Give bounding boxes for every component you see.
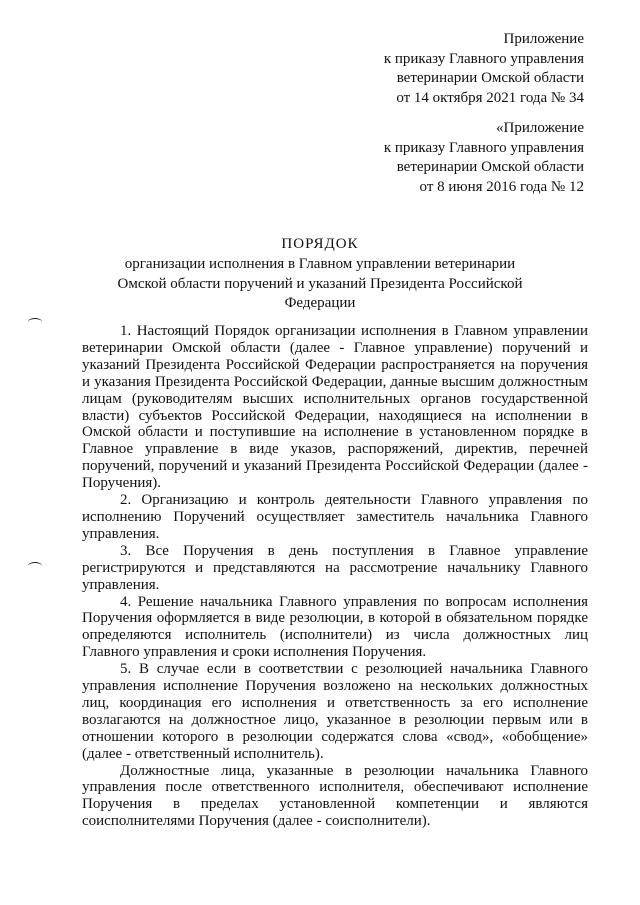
- margin-mark-1: [28, 318, 42, 326]
- appendix-current-block: [384, 30, 584, 108]
- paragraph-1: 1. Настоящий Порядок организации исполнения в Главном управлении ветеринарии Омской области (далее - Главное управление) поручений и указаний Президента Российской Федерации распространяется на поручения и указания Президента Российской Федерации, данные высшим должностным лицам (руководителям высших исполнительных органов государственной власти) субъектов Российской Федерации, находящиеся на исполнении в Омской области и поступившие на исполнение в установленном порядке в Главное управление в виде указов, распоряжений, директив, перечней поручений, поручений и указаний Президента Российской Федерации (далее - Поручения).: [82, 323, 588, 492]
- paragraph-2: 2. Организацию и контроль деятельности Главного управления по исполнению Поручений осуществляет заместитель начальника Главного управления.: [82, 492, 588, 542]
- appendix-previous-line3: ветеринарии Омской области: [396, 159, 584, 175]
- appendix-current-line4: от 14 октября 2021 года № 34: [396, 89, 584, 106]
- document-title: ПОРЯДОК: [281, 236, 359, 252]
- appendix-current-line1: Приложение: [503, 31, 584, 47]
- paragraph-4: 4. Решение начальника Главного управления по вопросам исполнения Поручения оформляется в виде резолюции, в которой в обязательном порядке определяются исполнитель (исполнители) из числа должностных лиц Главного управления и сроки исполнения Поручения.: [82, 593, 588, 661]
- margin-mark-2: [28, 562, 42, 570]
- document-subtitle: организации исполнения в Главном управлении ветеринарии Омской области поручений и указаний Президента Российской Федерации: [117, 256, 523, 311]
- appendix-current-line3: ветеринарии Омской области: [396, 70, 584, 86]
- appendix-previous-block: [384, 119, 584, 197]
- appendix-previous-line2: к приказу Главного управления: [383, 139, 584, 156]
- paragraph-6: Должностные лица, указанные в резолюции начальника Главного управления после ответственного исполнителя, обеспечивают исполнение Поручения в пределах установленной компетенции и являются соисполнителями Поручения (далее - соисполнители).: [82, 762, 588, 830]
- appendix-current-line2: к приказу Главного управления: [383, 50, 584, 67]
- document-heading: [0, 234, 640, 314]
- appendix-previous-line4: от 8 июня 2016 года № 12: [419, 178, 584, 195]
- paragraph-5: 5. В случае если в соответствии с резолюцией начальника Главного управления исполнение Поручения возложено на нескольких должностных лиц, координация его исполнения и ответственность за его исполнение возлагаются на должностное лицо, указанное в резолюции первым или в отношении которого в резолюции содержатся слова «свод», «обобщение» (далее - ответственный исполнитель).: [82, 661, 588, 762]
- paragraph-3: 3. Все Поручения в день поступления в Главное управление регистрируются и представляются на рассмотрение начальнику Главного управления.: [82, 542, 588, 593]
- document-body: [82, 323, 588, 830]
- appendix-previous-line1: «Приложение: [495, 120, 584, 136]
